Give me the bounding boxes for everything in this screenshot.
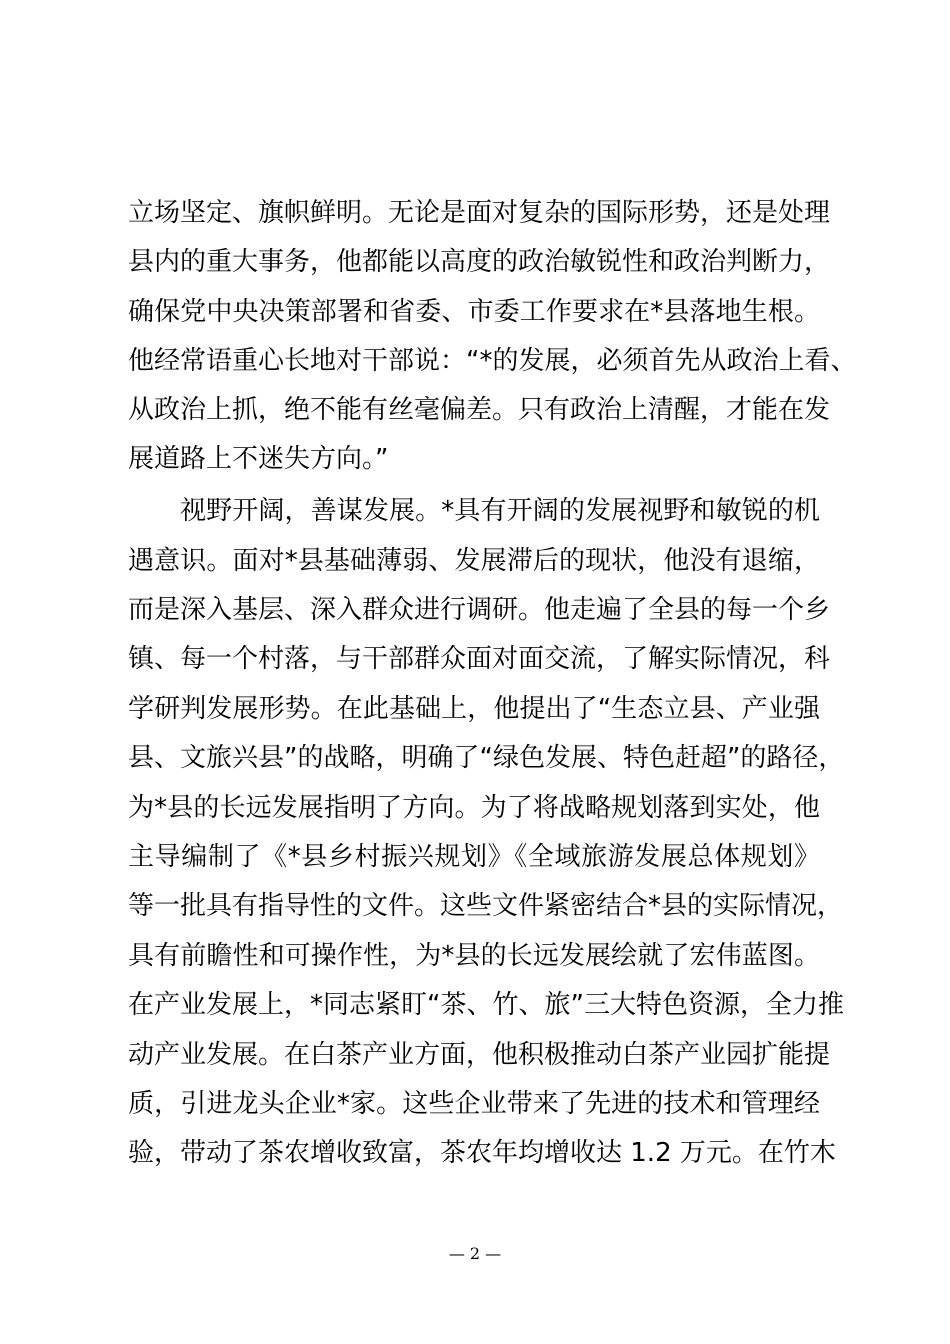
text-line: 他经常语重心长地对干部说：“*的发展，必须首先从政治上看、 [128,346,857,376]
text-line: 县、文旅兴县”的战略，明确了“绿色发展、特色赶超”的路径， [128,743,845,773]
text-line: 从政治上抓，绝不能有丝毫偏差。只有政治上清醒，才能在发 [128,395,831,425]
text-line: 镇、每一个村落，与干部群众面对面交流，了解实际情况，科 [128,644,831,674]
text-line: 在产业发展上，*同志紧盯“茶、竹、旅”三大特色资源，全力推 [128,990,844,1020]
text-line: 展道路上不迷失方向。” [128,444,389,474]
text-line: 而是深入基层、深入群众进行调研。他走遍了全县的每一个乡 [128,595,831,625]
text-line: 为*县的长远发展指明了方向。为了将战略规划落到实处，他 [128,793,820,823]
text-line: 验，带动了茶农增收致富，茶农年均增收达 1.2 万元。在竹木 [128,1138,836,1168]
text-line: 动产业发展。在白茶产业方面，他积极推动白茶产业园扩能提 [128,1040,831,1070]
text-line: 视野开阔，善谋发展。*具有开阔的发展视野和敏锐的机 [180,496,820,526]
text-line: 学研判发展形势。在此基础上，他提出了“生态立县、产业强 [128,694,820,724]
text-line: 质，引进龙头企业*家。这些企业带来了先进的技术和管理经 [128,1089,820,1119]
text-line: 立场坚定、旗帜鲜明。无论是面对复杂的国际形势，还是处理 [128,198,831,228]
text-line: 具有前瞻性和可操作性，为*县的长远发展绘就了宏伟蓝图。 [128,941,820,971]
text-line: 遇意识。面对*县基础薄弱、发展滞后的现状，他没有退缩， [128,546,820,576]
text-line: 等一批具有指导性的文件。这些文件紧密结合*县的实际情况， [128,891,844,921]
page-number: — 2 — [448,1244,502,1263]
text-line: 确保党中央决策部署和省委、市委工作要求在*县落地生根。 [128,297,820,327]
text-line: 县内的重大事务，他都能以高度的政治敏锐性和政治判断力， [128,247,831,277]
text-line: 主导编制了《*县乡村振兴规划》《全域旅游发展总体规划》 [128,842,820,872]
